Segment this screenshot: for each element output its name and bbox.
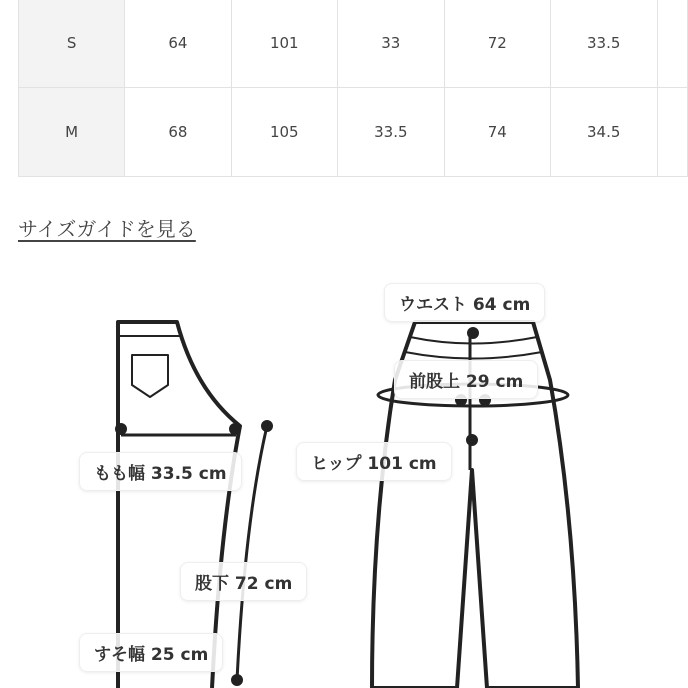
table-cell: 33 [338,0,445,88]
waist-label: ウエスト 64 cm [384,283,545,322]
size-guide-link[interactable]: サイズガイドを見る [18,217,196,241]
hip-label: ヒップ 101 cm [296,442,452,481]
table-cell: 68 [125,88,231,177]
table-cell: 34.5 [550,88,657,177]
thigh-label: もも幅 33.5 cm [79,452,242,491]
table-cell: 74 [444,88,550,177]
front-rise-label: 前股上 29 cm [394,360,538,399]
inseam-label: 股下 72 cm [180,562,307,601]
table-cell: 101 [231,0,338,88]
size-cell: S [19,0,125,88]
hem-label: すそ幅 25 cm [79,633,223,672]
table-cell: 33.5 [550,0,657,88]
table-cell: 33.5 [338,88,445,177]
table-cell: 64 [125,0,231,88]
table-cell: 72 [444,0,550,88]
size-cell: M [19,88,125,177]
table-cell: 105 [231,88,338,177]
